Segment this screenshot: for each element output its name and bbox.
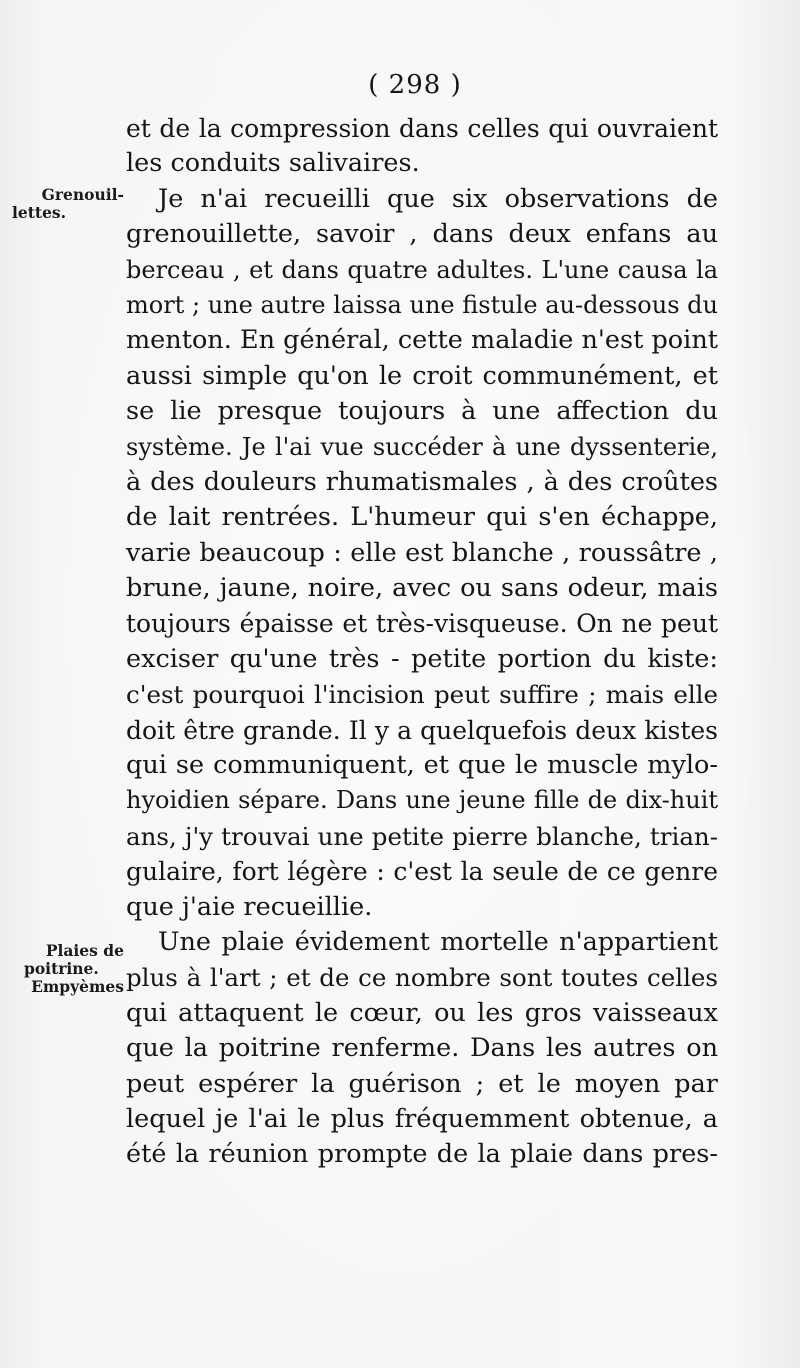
- text-line: hyoidien sépare. Dans une jeune fille de dix-huit: [126, 786, 718, 815]
- text-line: à des douleurs rhumatismales , à des croûtes: [126, 466, 718, 497]
- text-line: se lie presque toujours à une affection du: [126, 396, 718, 427]
- text-line: plus à l'art ; et de ce nombre sont toutes celles: [126, 963, 718, 993]
- margin-note-line: Empyèmes: [31, 977, 124, 996]
- body-text: [126, 111, 718, 1173]
- text-line: toujours épaisse et très-visqueuse. On ne peut: [126, 609, 718, 639]
- text-line: gulaire, fort légère : c'est la seule de ce genre: [126, 857, 718, 887]
- margin-note-line: Grenouil-: [41, 185, 124, 204]
- text-line: de lait rentrées. L'humeur qui s'en échappe,: [126, 502, 718, 533]
- text-line: menton. En général, cette maladie n'est point: [126, 325, 718, 356]
- text-line: ans, j'y trouvai une petite pierre blanche, trian-: [126, 821, 718, 851]
- text-line: que j'aie recueillie.: [126, 891, 373, 922]
- text-line: aussi simple qu'on le croit communément, et: [126, 360, 718, 391]
- text-line: et de la compression dans celles qui ouvraient: [126, 114, 718, 143]
- text-line: c'est pourquoi l'incision peut suffire ; mais elle: [126, 680, 718, 710]
- text-line: mort ; une autre laissa une fistule au-dessous du: [126, 290, 718, 319]
- text-line: varie beaucoup : elle est blanche , roussâtre ,: [126, 537, 718, 568]
- text-line: brune, jaune, noire, avec ou sans odeur, mais: [126, 573, 718, 604]
- text-line: exciser qu'une très - petite portion du kiste:: [126, 643, 718, 674]
- text-line: Une plaie évidement mortelle n'appartient: [158, 926, 718, 957]
- text-line: qui attaquent le cœur, ou les gros vaisseaux: [126, 997, 718, 1028]
- margin-note-plaies: [4, 942, 124, 996]
- text-line: les conduits salivaires.: [126, 148, 420, 179]
- page-number: ( 298 ): [368, 70, 462, 100]
- text-line: lequel je l'ai le plus fréquemment obtenue, a: [126, 1103, 718, 1134]
- text-line: qui se communiquent, et que le muscle mylo-: [126, 750, 718, 781]
- text-line: doit être grande. Il y a quelquefois deux kistes: [126, 715, 718, 745]
- text-line: Je n'ai recueilli que six observations de: [158, 183, 718, 214]
- text-line: été la réunion prompte de la plaie dans pres-: [126, 1139, 718, 1170]
- margin-note-line: poitrine.: [24, 959, 99, 978]
- text-line: berceau , et dans quatre adultes. L'une causa la: [126, 255, 718, 284]
- margin-note-grenouillettes: [6, 186, 124, 222]
- margin-note-line: lettes.: [12, 203, 67, 222]
- text-line: grenouillette, savoir , dans deux enfans au: [126, 219, 718, 250]
- text-line: que la poitrine renferme. Dans les autres on: [126, 1033, 718, 1064]
- margin-note-line: Plaies de: [45, 941, 124, 960]
- text-line: peut espérer la guérison ; et le moyen par: [126, 1068, 718, 1099]
- text-line: système. Je l'ai vue succéder à une dyssenterie,: [126, 432, 718, 461]
